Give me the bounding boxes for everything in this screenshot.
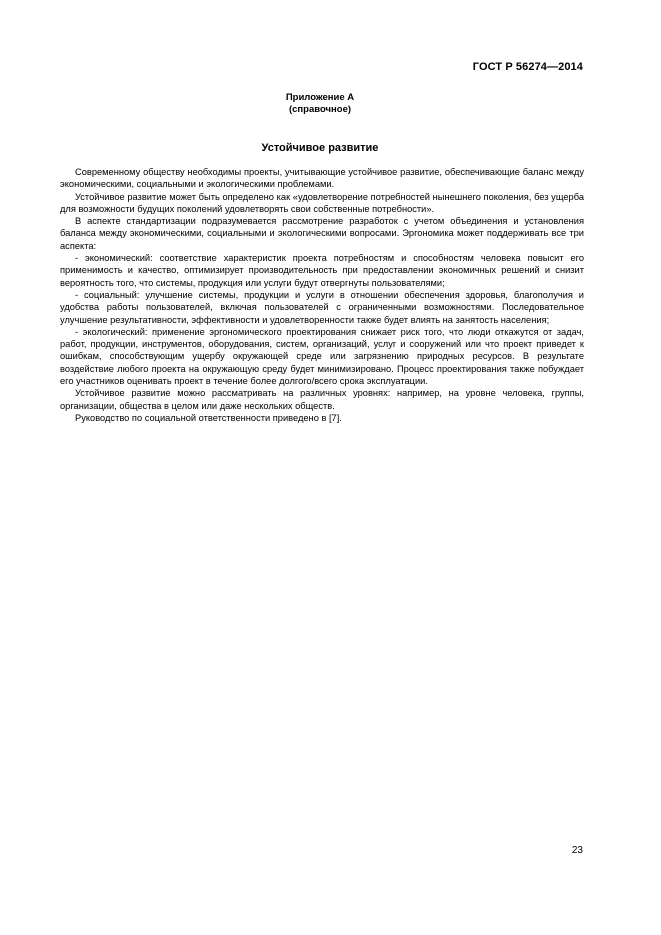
paragraph: В аспекте стандартизации подразумевается рассмотрение разработок с учетом объединения и установления баланса между экономическими, социальными и экологическими вопросами. Эргономика может поддерживать все три аспекта: — [60, 216, 584, 251]
paragraph-reference: Руководство по социальной ответственности приведено в [7]. — [75, 412, 342, 423]
list-item-economic: - экономический: соответствие характеристик проекта потребностям и способностям человека повысит его применимость и качество, оптимизирует производительность при предоставлении экономичных решений и снизит вероятность того, что системы, продукция или услуги будут отвергнуты пользователями; — [60, 253, 584, 288]
page-number: 23 — [571, 845, 583, 856]
list-item-ecological: - экологический: применение эргономического проектирования снижает риск того, что люди откажутся от задач, работ, продукции, инструментов, оборудования, систем, организаций, услуг и сооружений или что проект приведет к ошибкам, способствующим ущербу окружающей среде или загрязнению природных ресурсов. В результате воздействие любого проекта на окружающую среду будет минимизировано. Процесс проектирования также побуждает его участников оценивать проект в течение более долгого/всего срока эксплуатации. — [60, 326, 584, 387]
paragraph: Современному обществу необходимы проекты, учитывающие устойчивое развитие, обеспечивающие баланс между экономическими, социальными и экологическими проблемами. — [60, 167, 584, 190]
paragraph: Устойчивое развитие может быть определено как «удовлетворение потребностей нынешнего поколения, без ущерба для возможности будущих поколений удовлетворять свои собственные потребности». — [60, 191, 584, 214]
annex-heading — [0, 92, 640, 116]
document-body — [60, 166, 584, 424]
list-item-social: - социальный: улучшение системы, продукции и услуги в отношении обеспечения здоровья, благополучия и удобства работы пользователей, включая пользователей с ограниченными возможностями. Последовательное улучшение результативности, эффективности и удовлетворенности также будет влиять на занятость населения; — [60, 289, 584, 325]
paragraph: Устойчивое развитие можно рассматривать на различных уровнях: например, на уровне человека, группы, организации, общества в целом или даже нескольких обществ. — [60, 388, 584, 411]
annex-type: (справочное) — [288, 104, 352, 115]
standard-number: ГОСТ Р 56274—2014 — [472, 61, 583, 73]
annex-title: Приложение А — [285, 92, 355, 103]
section-title: Устойчивое развитие — [261, 142, 379, 154]
